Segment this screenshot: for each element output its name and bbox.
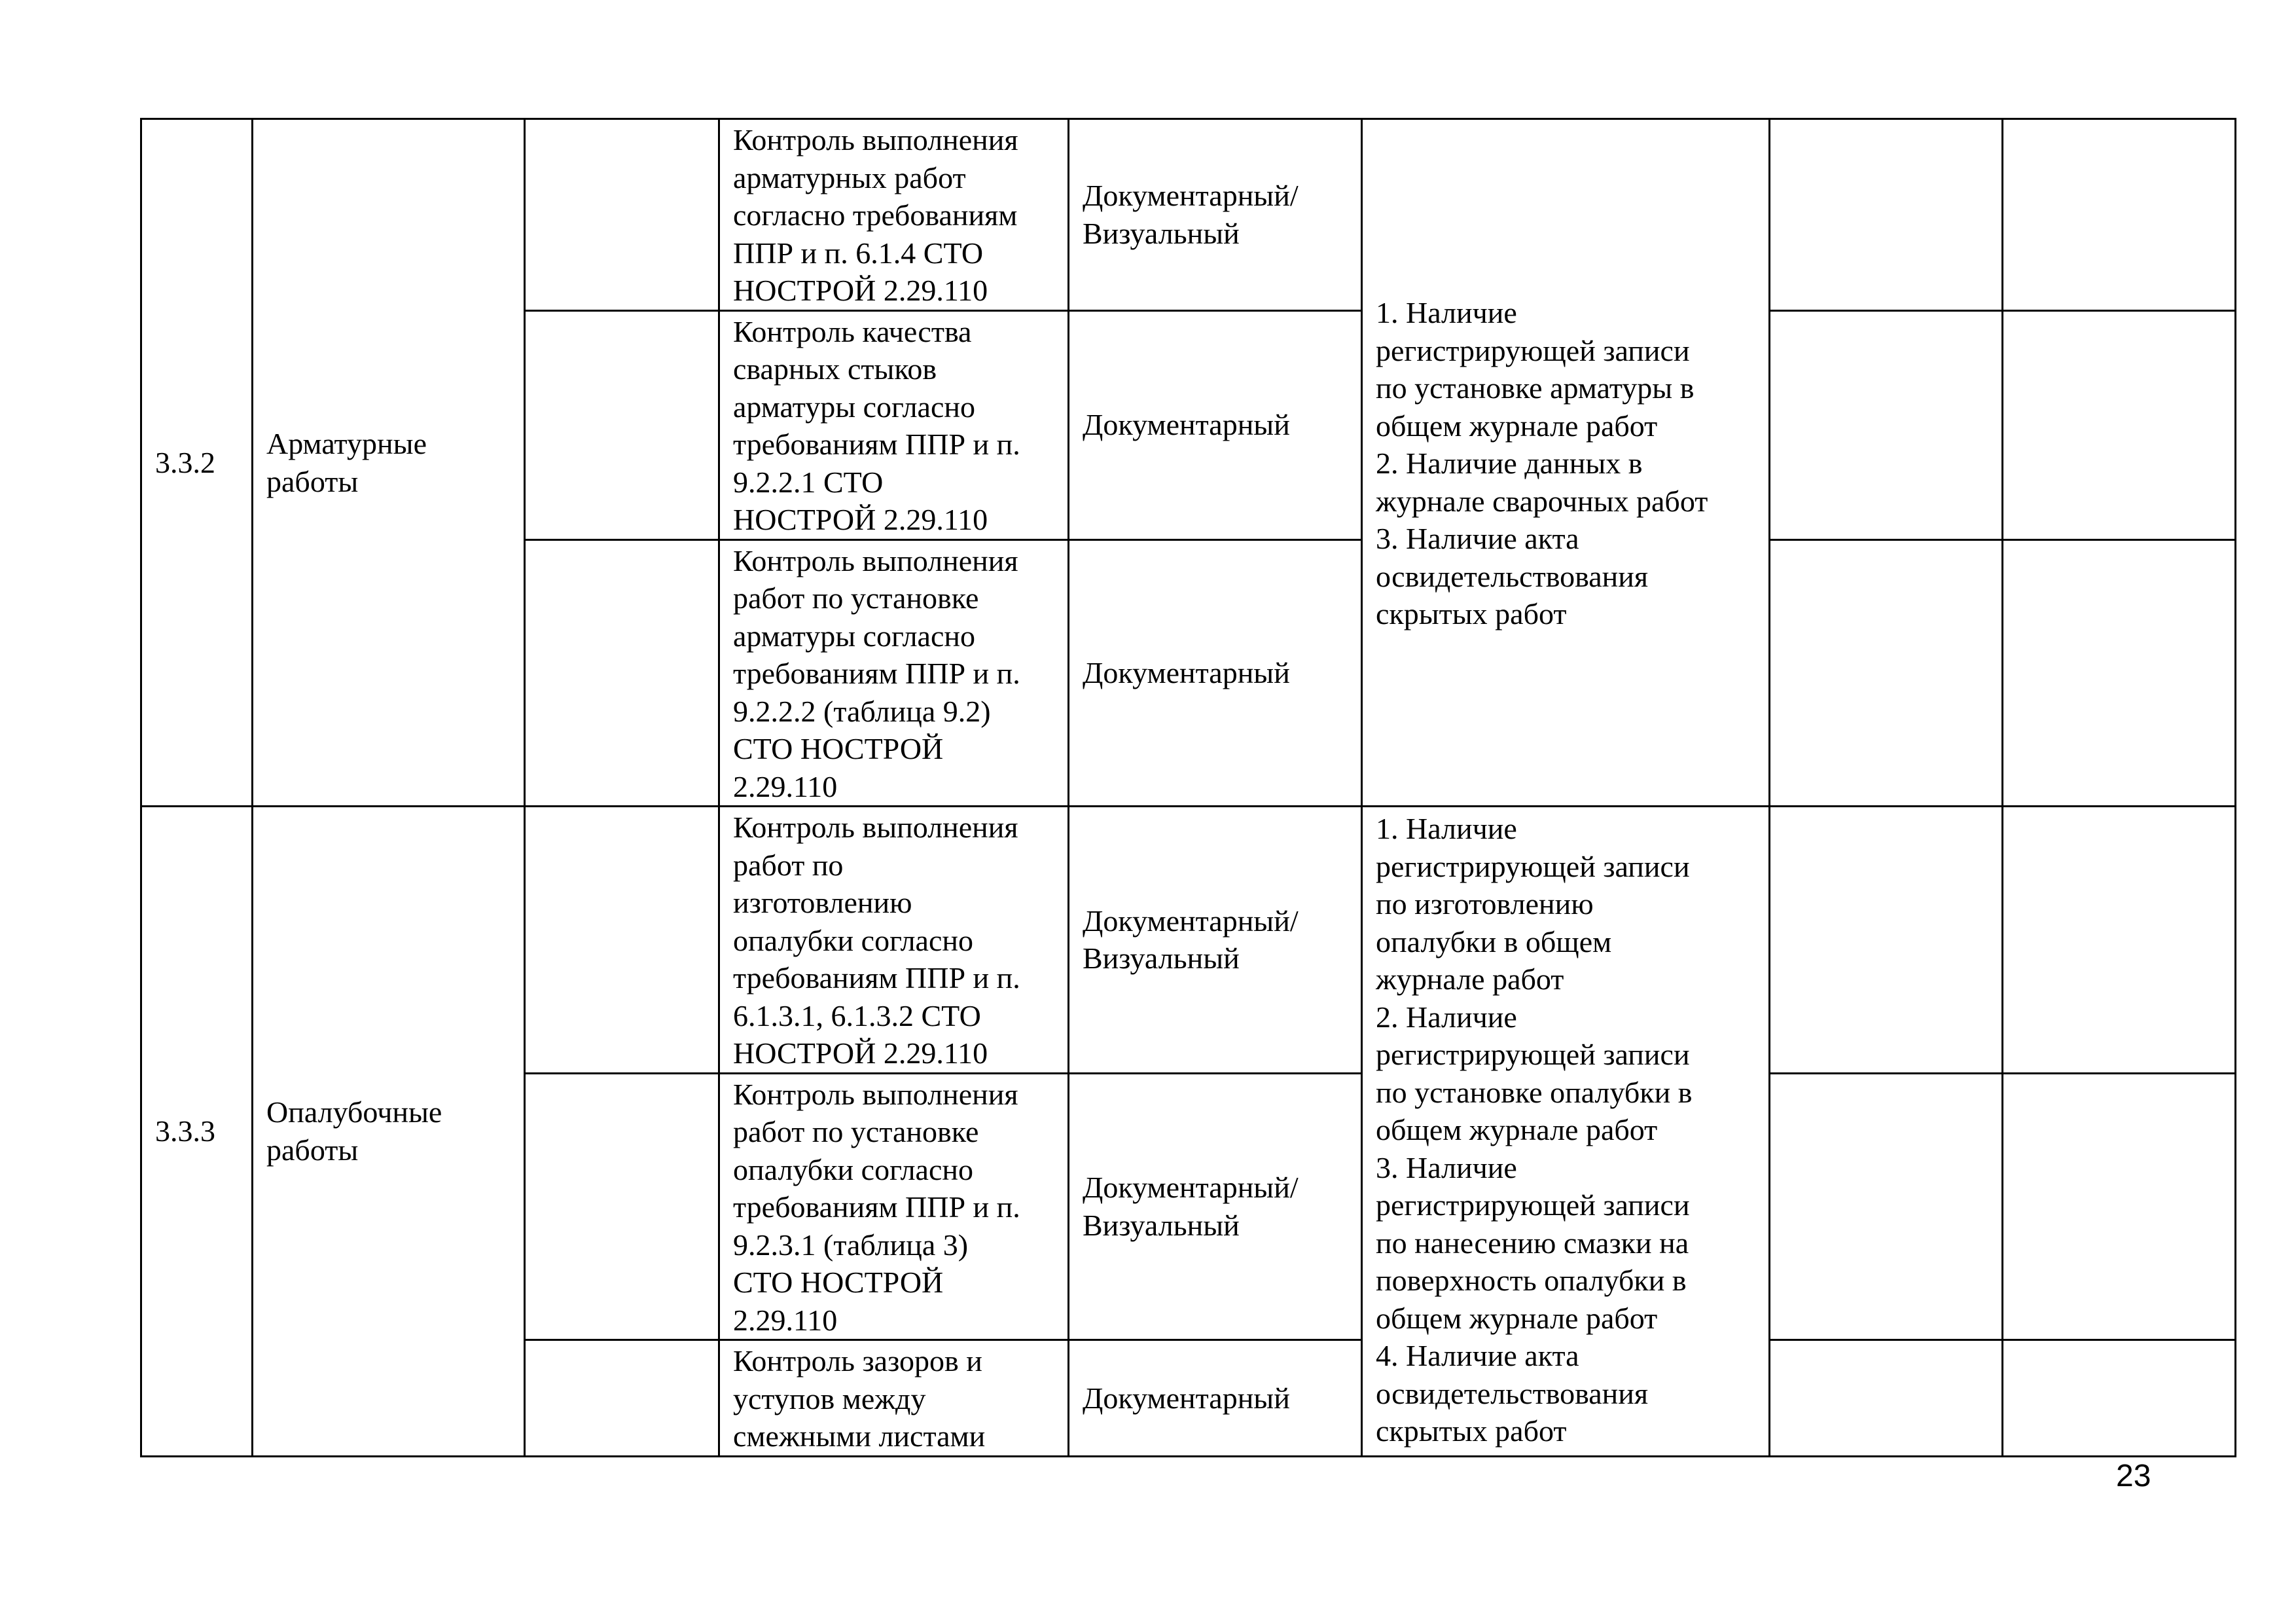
control-cell [719,1073,1069,1340]
empty-cell [2003,1073,2236,1340]
result-cell [1362,119,1770,807]
method-cell [1069,119,1362,311]
section-number: 3.3.2 [155,445,215,479]
control-description: Контроль выполнения арматурных работ согласно требованиям ППР и п. 6.1.4 СТО НОСТРОЙ 2.29.110 [733,123,1018,307]
work-type-name: Опалубочные работы [266,1095,442,1167]
empty-cell [525,1340,719,1457]
empty-cell [1770,1073,2003,1340]
work-type-name: Арматурные работы [266,427,427,498]
work-type-cell [253,807,525,1457]
method-cell [1069,1340,1362,1457]
table-row [141,119,2236,311]
method-cell [1069,807,1362,1074]
empty-cell [1770,539,2003,807]
control-cell [719,119,1069,311]
section-number-cell [141,119,253,807]
empty-cell [525,807,719,1074]
result-cell [1362,807,1770,1457]
empty-cell [2003,119,2236,311]
empty-cell [2003,310,2236,539]
empty-cell [1770,1340,2003,1457]
control-description: Контроль качества сварных стыков арматуры согласно требованиям ППР и п. 9.2.2.1 СТО НОСТРОЙ 2.29.110 [733,314,1020,536]
control-cell [719,807,1069,1074]
control-description: Контроль выполнения работ по установке опалубки согласно требованиям ППР и п. 9.2.3.1 (таблица 3) СТО НОСТРОЙ 2.29.110 [733,1077,1020,1337]
control-cell [719,310,1069,539]
empty-cell [2003,1340,2236,1457]
control-method: Документарный/ Визуальный [1083,1171,1299,1242]
control-method: Документарный [1083,656,1290,689]
section-number: 3.3.3 [155,1114,215,1148]
result-description: 1. Наличие регистрирующей записи по изготовлению опалубки в общем журнале работ 2. Наличие регистрирующей записи по установке опалубки в общем журнале работ 3. Наличие регистрирующей записи по нанесению смазки на поверхность опалубки в общем журнале работ 4. Наличие акта освидетельствования скрытых работ [1376,812,1693,1448]
empty-cell [2003,539,2236,807]
control-cell [719,1340,1069,1457]
method-cell [1069,1073,1362,1340]
control-method: Документарный/ Визуальный [1083,903,1299,976]
control-method: Документарный [1083,408,1290,442]
method-cell [1069,310,1362,539]
control-description: Контроль выполнения работ по изготовлению опалубки согласно требованиям ППР и п. 6.1.3.1, 6.1.3.2 СТО НОСТРОЙ 2.29.110 [733,811,1020,1070]
control-method: Документарный/ Визуальный [1083,179,1299,250]
empty-cell [525,119,719,311]
control-cell [719,539,1069,807]
method-cell [1069,539,1362,807]
empty-cell [525,310,719,539]
control-description: Контроль зазоров и уступов между смежными листами [733,1344,986,1453]
empty-cell [2003,807,2236,1074]
work-type-cell [253,119,525,807]
empty-cell [1770,119,2003,311]
empty-cell [525,539,719,807]
empty-cell [525,1073,719,1340]
empty-cell [1770,807,2003,1074]
control-method: Документарный [1083,1381,1290,1415]
result-description: 1. Наличие регистрирующей записи по установке арматуры в общем журнале работ 2. Наличие данных в журнале сварочных работ 3. Наличие акта освидетельствования скрытых работ [1376,296,1708,630]
inspection-table [140,118,2236,1457]
empty-cell [1770,310,2003,539]
control-description: Контроль выполнения работ по установке арматуры согласно требованиям ППР и п. 9.2.2.2 (таблица 9.2) СТО НОСТРОЙ 2.29.110 [733,543,1020,803]
section-number-cell [141,807,253,1457]
table-row [141,807,2236,1074]
page-number: 23 [2116,1459,2151,1493]
